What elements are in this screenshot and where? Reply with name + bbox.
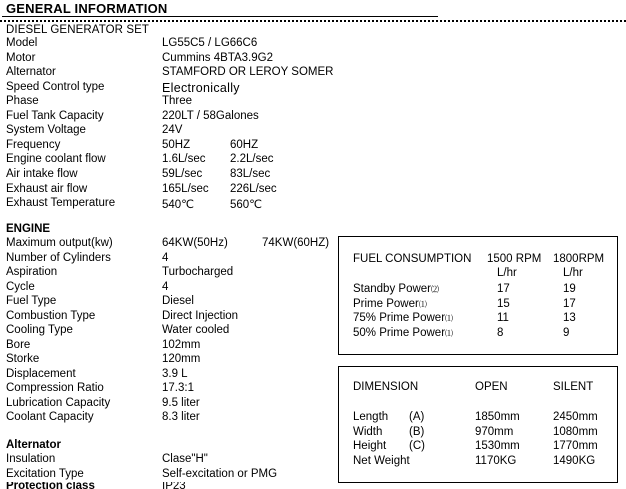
fuel-row-label	[353, 297, 427, 312]
alternator-heading: Alternator	[6, 439, 61, 451]
fuel-row-label	[353, 326, 453, 341]
spec-value: Diesel	[162, 295, 194, 307]
spec-value: 102mm	[162, 338, 201, 351]
spec-label: Maximum output(kw)	[6, 237, 113, 249]
fuel-value-1500: 15	[497, 297, 510, 310]
dotted-divider	[0, 20, 626, 22]
fuel-value-1800: 19	[563, 283, 576, 295]
spec-label: Lubrication Capacity	[6, 396, 111, 409]
spec-value: 165L/sec	[162, 182, 209, 195]
spec-label: Bore	[6, 338, 31, 351]
footnote-mark: ⑴	[418, 299, 427, 309]
fuel-row-name: 50% Prime Power	[353, 326, 446, 339]
spec-value: 540℃	[162, 199, 195, 212]
spec-label: Model	[6, 37, 38, 49]
spec-value: 220LT / 58Galones	[162, 109, 259, 122]
spec-value: 8.3 liter	[162, 411, 200, 423]
spec-label: Frequency	[6, 138, 61, 151]
dimension-open: 1530mm	[475, 440, 520, 452]
fuel-value-1500: 11	[497, 312, 509, 324]
spec-value-60hz: 2.2L/sec	[230, 153, 274, 166]
spec-value: 9.5 liter	[162, 396, 200, 409]
fuel-value-1800: 13	[563, 312, 576, 324]
engine-heading: ENGINE	[6, 223, 51, 235]
spec-label: System Voltage	[6, 124, 86, 137]
dimension-code: (C)	[409, 440, 425, 452]
spec-label: Cycle	[6, 280, 35, 293]
dimension-open: 1170KG	[475, 454, 517, 467]
dimension-open: 1850mm	[475, 411, 520, 423]
spec-value: Self-excitation or PMG	[162, 467, 278, 480]
spec-label: Exhaust Temperature	[6, 197, 116, 210]
spec-label: Displacement	[6, 367, 76, 380]
fuel-col-1500: 1500 RPM	[487, 253, 542, 265]
spec-label: Insulation	[6, 453, 56, 465]
spec-value: IP23	[162, 482, 186, 489]
dimension-open: 970mm	[475, 425, 514, 438]
spec-label: Combustion Type	[6, 309, 96, 322]
spec-value-60hz: 226L/sec	[230, 182, 277, 195]
spec-value: LG55C5 / LG66C6	[162, 37, 258, 49]
spec-label: Compression Ratio	[6, 382, 104, 394]
spec-value: 120mm	[162, 353, 201, 365]
spec-value: 3.9 L	[162, 367, 188, 380]
fuel-value-1500: 8	[497, 326, 504, 339]
fuel-unit-1500: L/hr	[497, 267, 517, 279]
spec-value: STAMFORD OR LEROY SOMER	[162, 66, 334, 79]
page-title: GENERAL INFORMATION	[6, 1, 168, 16]
spec-value: Direct Injection	[162, 309, 239, 322]
footnote-mark: ⑴	[445, 328, 454, 338]
spec-label: Phase	[6, 95, 39, 108]
fuel-row-label	[353, 282, 439, 297]
spec-value: 59L/sec	[162, 167, 203, 180]
footnote-mark: ⑴	[445, 314, 454, 323]
fuel-value-1800: 9	[563, 326, 570, 339]
fuel-table-heading: FUEL CONSUMPTION	[353, 253, 472, 265]
spec-value: Clase"H"	[162, 453, 208, 465]
fuel-unit-1800: L/hr	[563, 267, 583, 279]
fuel-row-name: 75% Prime Power	[353, 312, 446, 324]
dimension-heading: DIMENSION	[353, 381, 419, 393]
spec-value-60hz: 560℃	[230, 199, 263, 212]
spec-value-60hz: 74KW(60HZ)	[262, 237, 330, 249]
spec-value: 64KW(50Hz)	[162, 237, 228, 249]
spec-value: 50HZ	[162, 138, 191, 151]
spec-label: Coolant Capacity	[6, 411, 94, 423]
spec-value: Turbocharged	[162, 266, 234, 278]
dimension-code: (B)	[409, 425, 425, 438]
spec-label: Excitation Type	[6, 467, 84, 480]
dimension-label: Width	[353, 425, 383, 438]
footnote-mark: ⑵	[431, 285, 439, 294]
dimension-silent: 2450mm	[553, 411, 598, 423]
spec-value: Electronically	[162, 80, 240, 95]
spec-value-60hz: 83L/sec	[230, 167, 271, 180]
dimension-col-silent: SILENT	[553, 381, 594, 393]
dimension-silent: 1490KG	[553, 454, 596, 467]
spec-label: Number of Cylinders	[6, 251, 111, 264]
spec-label: Air intake flow	[6, 167, 78, 180]
spec-value: Water cooled	[162, 324, 230, 336]
spec-label: Protection class	[6, 482, 95, 489]
dimension-col-open: OPEN	[475, 381, 508, 393]
dimension-silent: 1770mm	[553, 440, 598, 452]
fuel-value-1800: 17	[563, 297, 576, 310]
spec-label: Engine coolant flow	[6, 153, 106, 166]
spec-value: 17.3:1	[162, 382, 194, 394]
spec-label: Fuel Tank Capacity	[6, 109, 104, 122]
fuel-col-1800: 1800RPM	[553, 253, 605, 265]
dimension-table	[338, 366, 618, 483]
spec-label: Alternator	[6, 66, 56, 79]
fuel-row-name: Prime Power	[353, 297, 419, 310]
fuel-row-label	[353, 311, 453, 326]
dimension-silent: 1080mm	[553, 425, 598, 438]
section-subtitle: DIESEL GENERATOR SET	[6, 24, 150, 36]
spec-label: Speed Control type	[6, 80, 105, 93]
spec-value: 1.6L/sec	[162, 153, 206, 166]
spec-label: Storke	[6, 353, 40, 365]
spec-value: 24V	[162, 124, 183, 137]
spec-label: Cooling Type	[6, 324, 73, 336]
fuel-consumption-table	[338, 236, 618, 355]
spec-value-60hz: 60HZ	[230, 138, 259, 151]
fuel-row-name: Standby Power	[353, 283, 431, 295]
spec-label: Motor	[6, 51, 36, 64]
dimension-label: Net Weight	[353, 454, 410, 467]
spec-value: Cummins 4BTA3.9G2	[162, 51, 273, 64]
dimension-code: (A)	[409, 411, 425, 423]
spec-value: 4	[162, 280, 169, 293]
spec-label: Exhaust air flow	[6, 182, 88, 195]
title-underline	[2, 16, 438, 17]
spec-value: 4	[162, 251, 169, 264]
dimension-label: Length	[353, 411, 389, 423]
spec-label: Aspiration	[6, 266, 58, 278]
spec-label: Fuel Type	[6, 295, 57, 307]
cutoff-row	[6, 482, 286, 489]
spec-value: Three	[162, 95, 193, 108]
fuel-value-1500: 17	[497, 283, 510, 295]
dimension-label: Height	[353, 440, 387, 452]
